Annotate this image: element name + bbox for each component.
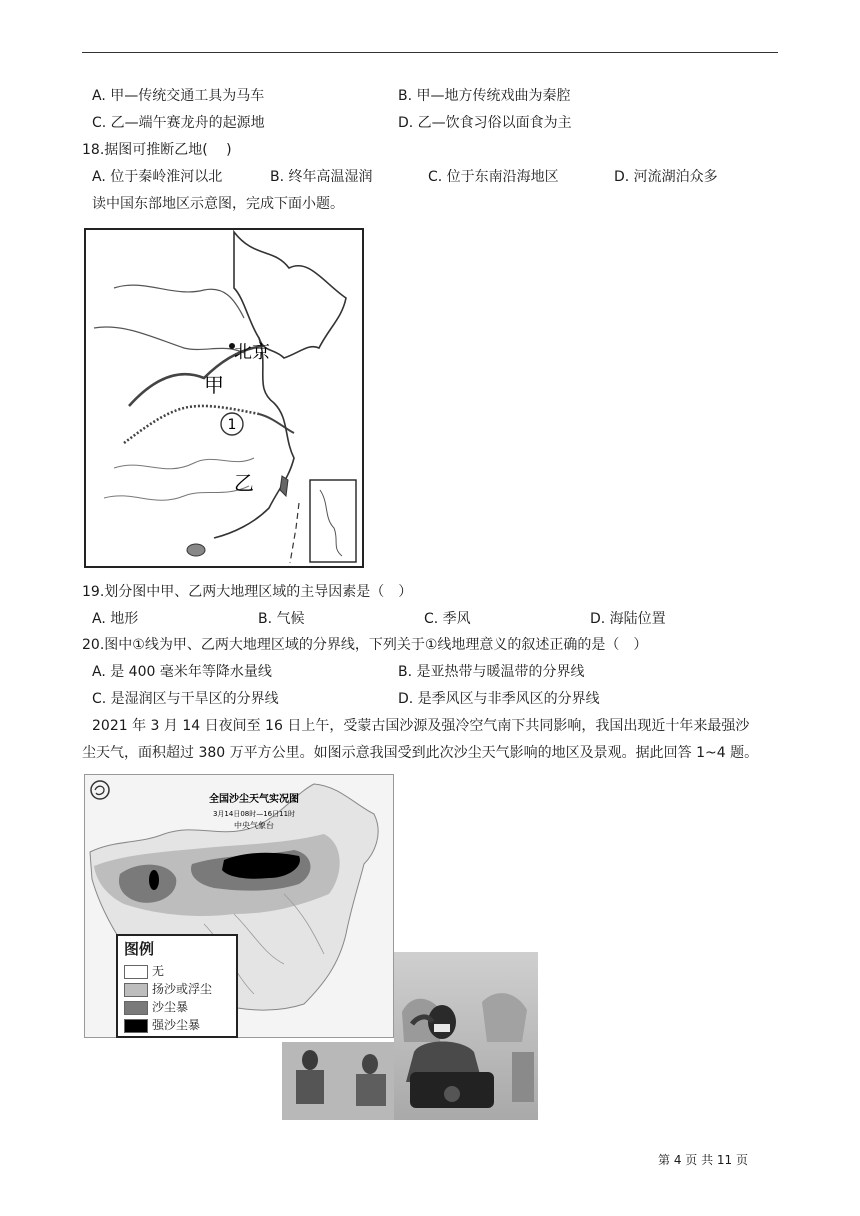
q18-option-b: B. 终年高温湿润: [270, 169, 373, 185]
q20-option-b: B. 是亚热带与暖温带的分界线: [398, 664, 585, 680]
header-rule: [82, 52, 778, 53]
q20-stem: 20.图中①线为甲、乙两大地理区域的分界线，下列关于①线地理意义的叙述正确的是（ ）: [82, 637, 648, 653]
q18-stem: 18.据图可推断乙地( ): [82, 142, 232, 158]
q19-option-c: C. 季风: [424, 611, 471, 627]
page-footer: 第 4 页 共 11 页: [658, 1153, 748, 1167]
map-label-line1: 1: [227, 417, 237, 433]
legend-item-sandstorm: [124, 998, 188, 1014]
q18-option-d: D. 河流湖泊众多: [614, 169, 718, 185]
passage-line-2: 尘天气，面积超过 380 万平方公里。如图示意我国受到此次沙尘天气影响的地区及景观。据此回答 1~4 题。: [82, 745, 759, 761]
q17-option-d: D. 乙—饮食习俗以面食为主: [398, 115, 572, 131]
legend-item-strong-sandstorm: [124, 1016, 200, 1032]
legend-swatch: [124, 965, 148, 979]
dust-map-title: 全国沙尘天气实况图: [209, 794, 299, 805]
q19-option-d: D. 海陆位置: [590, 611, 666, 627]
q19-option-a: A. 地形: [92, 611, 139, 627]
legend-label: 强沙尘暴: [152, 1018, 201, 1032]
map-label-yi: 乙: [234, 471, 254, 495]
q19-stem: 19.划分图中甲、乙两大地理区域的主导因素是（ ）: [82, 584, 413, 600]
legend-label: 沙尘暴: [152, 1000, 189, 1014]
q17-option-b: B. 甲—地方传统戏曲为秦腔: [398, 88, 571, 104]
legend-swatch: [124, 983, 148, 997]
legend-label: 无: [152, 964, 165, 978]
q18-option-a: A. 位于秦岭淮河以北: [92, 169, 223, 185]
q18-option-c: C. 位于东南沿海地区: [428, 169, 559, 185]
east-china-map: [84, 228, 364, 568]
dust-map-subtitle: 3月14日08时—16日11时: [212, 810, 296, 818]
legend-swatch: [124, 1019, 148, 1033]
legend-swatch: [124, 1001, 148, 1015]
dust-scene-photo: [282, 952, 538, 1120]
legend-item-none: [124, 962, 164, 978]
legend-item-floating-dust: [124, 980, 212, 996]
map-label-jia: 甲: [204, 373, 224, 397]
q20-option-c: C. 是湿润区与干旱区的分界线: [92, 691, 279, 707]
q17-option-a: A. 甲—传统交通工具为马车: [92, 88, 265, 104]
legend-label: 扬沙或浮尘: [152, 982, 213, 996]
map-label-beijing: 北京: [234, 342, 270, 363]
passage-line-1: 2021 年 3 月 14 日夜间至 16 日上午，受蒙古国沙源及强冷空气南下共同影响，我国出现近十年来最强沙: [92, 718, 750, 734]
q20-option-d: D. 是季风区与非季风区的分界线: [398, 691, 600, 707]
dust-map-legend: [116, 934, 238, 1038]
q17-option-c: C. 乙—端午赛龙舟的起源地: [92, 115, 265, 131]
q20-option-a: A. 是 400 毫米年等降水量线: [92, 664, 272, 680]
dust-map-agency: 中央气象台: [234, 821, 274, 830]
map-intro: 读中国东部地区示意图，完成下面小题。: [92, 196, 344, 212]
legend-title: 图例: [124, 940, 155, 958]
q19-option-b: B. 气候: [258, 611, 305, 627]
